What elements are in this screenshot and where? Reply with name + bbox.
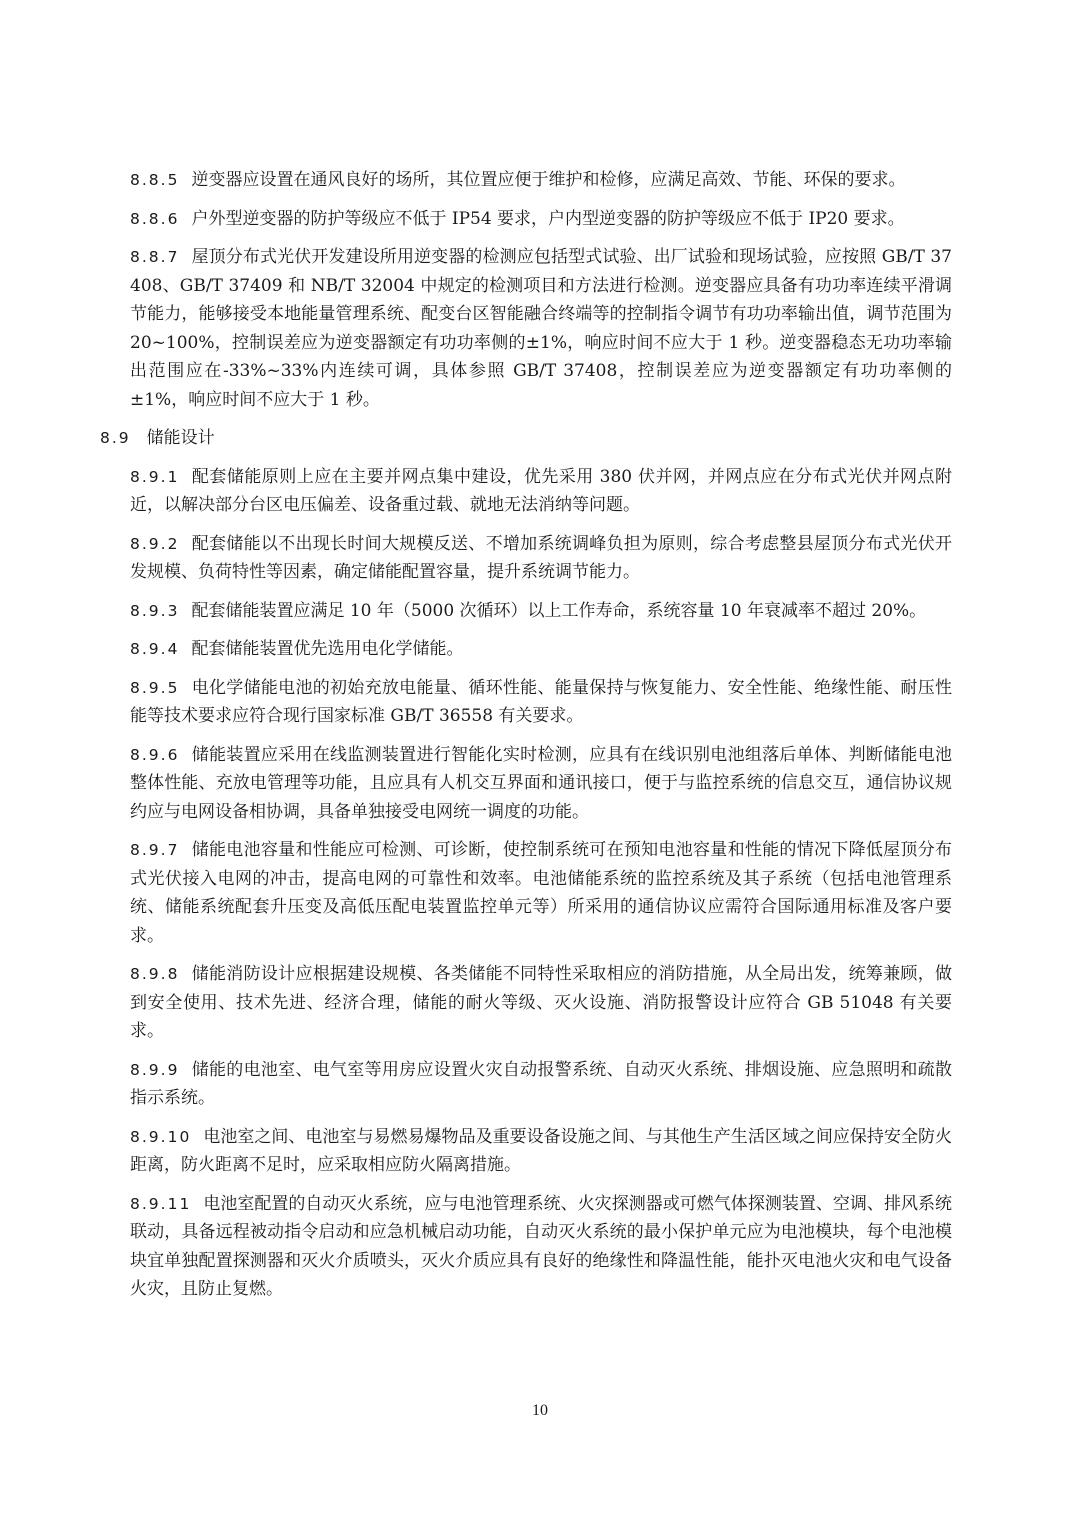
clause-number: 8.9.6: [130, 745, 180, 764]
clause-number: 8.8.7: [130, 248, 180, 266]
clause-number: 8.9.7: [130, 841, 180, 859]
clause-number: 8.9.1: [130, 467, 180, 486]
page-number: 10: [532, 1402, 548, 1419]
clause-text: 储能消防设计应根据建设规模、各类储能不同特性采取相应的消防措施，从全局出发，统筹兼顾，做到安全使用、技术先进、经济合理，储能的耐火等级、灭火设施、消防报警设计应符合 GB 51048 有关要求。: [130, 964, 952, 1041]
clause-8-9-7: [130, 836, 952, 950]
clause-number: 8.9.8: [130, 965, 180, 983]
document-body: [100, 166, 952, 1314]
clause-8-8-5: [130, 166, 952, 195]
clause-8-8-6: [130, 205, 952, 234]
clause-number: 8.8.5: [130, 171, 180, 189]
clause-8-9-4: [130, 635, 952, 664]
clause-number: 8.9.2: [130, 534, 180, 553]
clause-text: 储能电池容量和性能应可检测、可诊断，使控制系统可在预知电池容量和性能的情况下降低屋顶分布式光伏接入电网的冲击，提高电网的可靠性和效率。电池储能系统的监控系统及其子系统（包括电池管理系统、储能系统配套升压变及高低压配电装置监控单元等）所采用的通信协议应需符合国际通用标准及客户要求。: [130, 840, 952, 946]
clause-text: 电池室配置的自动灭火系统，应与电池管理系统、火灾探测器或可燃气体探测装置、空调、排风系统联动，具备远程被动指令启动和应急机械启动功能，自动灭火系统的最小保护单元应为电池模块，每个电池模块宜单独配置探测器和灭火介质喷头，灭火介质应具有良好的绝缘性和降温性能，能扑灭电池火灾和电气设备火灾，且防止复燃。: [130, 1193, 952, 1299]
clause-8-9-5: [130, 674, 952, 731]
clause-8-9-3: [130, 597, 952, 626]
clause-number: 8.9.9: [130, 1060, 180, 1079]
clause-text: 储能的电池室、电气室等用房应设置火灾自动报警系统、自动灭火系统、排烟设施、应急照明和疏散指示系统。: [130, 1059, 952, 1108]
clause-text: 电化学储能电池的初始充放电能量、循环性能、能量保持与恢复能力、安全性能、绝缘性能、耐压性能等技术要求应符合现行国家标准 GB/T 36558 有关要求。: [130, 677, 952, 726]
clause-text: 户外型逆变器的防护等级应不低于 IP54 要求，户内型逆变器的防护等级应不低于 IP20 要求。: [191, 208, 905, 229]
clause-text: 配套储能以不出现长时间大规模反送、不增加系统调峰负担为原则，综合考虑整县屋顶分布式光伏开发规模、负荷特性等因素，确定储能配置容量，提升系统调节能力。: [130, 533, 952, 582]
clause-8-9-10: [130, 1123, 952, 1180]
clause-text: 屋顶分布式光伏开发建设所用逆变器的检测应包括型式试验、出厂试验和现场试验，应按照 GB/T 37408、GB/T 37409 和 NB/T 32004 中规定的检测项目和方法进行检测。逆变器应具备有功功率连续平滑调节能力，能够接受本地能量管理系统、配变台区智能融合终端等的控制指令调节有功功率输出值，调节范围为 20~100%，控制误差应为逆变器额定有功功率侧的±1%，响应时间不应大于 1 秒。逆变器稳态无功功率输出范围应在-33%~33%内连续可调，具体参照 GB/T 37408，控制误差应为逆变器额定有功功率侧的±1%，响应时间不应大于 1 秒。: [130, 247, 952, 410]
clause-8-9-11: [130, 1190, 952, 1304]
clause-8-9-6: [130, 741, 952, 827]
clause-8-9-8: [130, 960, 952, 1046]
section-number: 8.9: [100, 429, 131, 447]
clause-text: 配套储能装置优先选用电化学储能。: [191, 639, 464, 659]
clause-text: 逆变器应设置在通风良好的场所，其位置应便于维护和检修，应满足高效、节能、环保的要求。: [191, 170, 906, 190]
clause-text: 配套储能原则上应在主要并网点集中建设，优先采用 380 伏并网，并网点应在分布式光伏并网点附近，以解决部分台区电压偏差、设备重过载、就地无法消纳等问题。: [130, 466, 952, 515]
section-heading: [100, 424, 922, 453]
clause-text: 配套储能装置应满足 10 年（5000 次循环）以上工作寿命，系统容量 10 年衰减率不超过 20%。: [191, 600, 927, 621]
clause-8-9-1: [130, 463, 952, 520]
clause-number: 8.9.3: [130, 601, 180, 620]
clause-8-9-2: [130, 530, 952, 587]
section-title: 储能设计: [146, 428, 215, 448]
clause-number: 8.8.6: [130, 209, 180, 228]
clause-text: 储能装置应采用在线监测装置进行智能化实时检测，应具有在线识别电池组落后单体、判断储能电池整体性能、充放电管理等功能，且应具有人机交互界面和通讯接口，便于与监控系统的信息交互，通信协议规约应与电网设备相协调，具备单独接受电网统一调度的功能。: [130, 744, 952, 822]
clause-number: 8.9.10: [130, 1127, 192, 1146]
clause-number: 8.9.11: [130, 1194, 192, 1213]
clause-8-9-9: [130, 1056, 952, 1113]
clause-8-8-7: [130, 243, 952, 414]
clause-number: 8.9.5: [130, 678, 180, 697]
clause-number: 8.9.4: [130, 640, 180, 658]
clause-text: 电池室之间、电池室与易燃易爆物品及重要设备设施之间、与其他生产生活区域之间应保持安全防火距离，防火距离不足时，应采取相应防火隔离措施。: [130, 1126, 952, 1175]
